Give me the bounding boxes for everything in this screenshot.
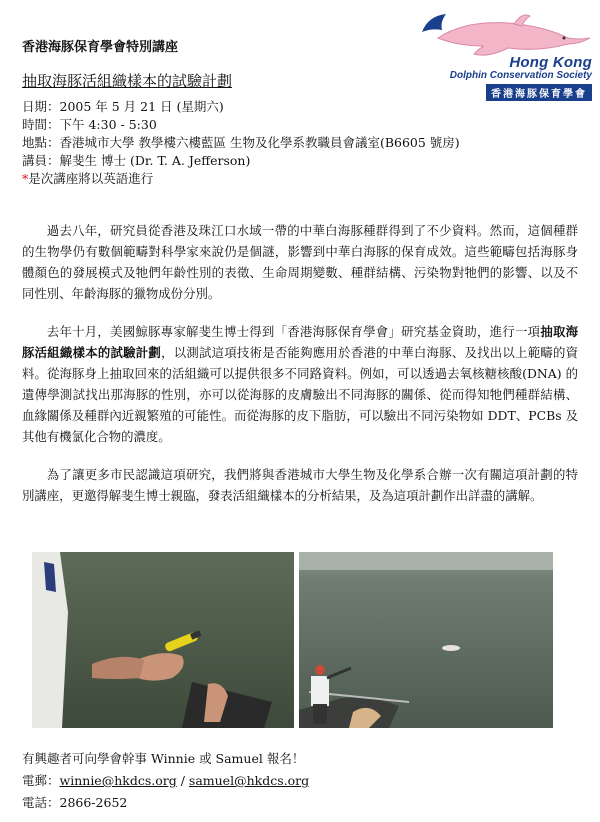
signup-note: 有興趣者可向學會幹事 Winnie 或 Samuel 報名！	[22, 751, 305, 766]
paragraph-background: 過去八年，研究員從香港及珠江口水域一帶的中華白海豚種群得到了不少資料。然而，這個種群的生物學仍有數個範疇對科學家來說仍是個謎，影響到中華白海豚的保育成效。這些範疇包括海豚身體顏色的發展模式及牠們年齡性別的表徵、生命周期變數、種群結構、污染物對牠們的影響、以及不同性別、年齡海豚的獵物成份分別。	[22, 223, 578, 301]
event-speaker: 講員：解斐生 博士 (Dr. T. A. Jefferson)	[22, 153, 251, 168]
photo-boat-dolphin	[299, 552, 553, 728]
paragraph-invitation: 為了讓更多市民認識這項研究，我們將與香港城市大學生物及化學系合辦一次有關這項計劃的特別講座，更邀得解斐生博士親臨，發表活組織樣本的分析結果，及為這項計劃作出詳盡的講解。	[22, 467, 578, 503]
org-title: 香港海豚保育學會特別講座	[22, 40, 179, 55]
talk-title: 抽取海豚活組織樣本的試驗計劃	[22, 72, 233, 90]
email-link-winnie[interactable]: winnie@hkdcs.org	[59, 773, 177, 788]
photo-biopsy-dart	[32, 552, 294, 728]
email-line	[22, 770, 309, 792]
note-text: 是次講座將以英語進行	[28, 171, 154, 186]
email-link-samuel[interactable]: samuel@hkdcs.org	[188, 773, 310, 788]
event-info	[22, 98, 460, 188]
logo-name-society: Dolphin Conservation Society	[449, 70, 592, 81]
contact-info	[22, 748, 309, 814]
paragraph-project-body: ，以測試這項技術是否能夠應用於香港的中華白海豚、及找出以上範疇的資料。從海豚身上抽取回來的活組織可以提供很多不同路資料。例如，可以透過去氧核糖核酸(DNA) 的遺傳學測試找出那海豚的性別，亦可以從海豚的皮膚驗出不同海豚的關係、從而得知牠們種群結構、血緣關係及種群內近親繁殖的可能性。而從海豚的皮下脂肪，可以驗出不同污染物如 DDT、PCBs 及其他有機氯化合物的濃度。	[22, 345, 579, 444]
email-label: 電郵：	[22, 773, 60, 788]
hkdcs-logo	[418, 8, 598, 100]
note-star: *	[22, 171, 29, 186]
event-venue: 地點：香港城市大學 教學樓六樓藍區 生物及化學系教職員會議室(B6605 號房)	[22, 135, 460, 150]
paragraph-project-intro: 去年十月，美國鯨豚專家解斐生博士得到「香港海豚保育學會」研究基金資助，進行一項	[46, 324, 541, 339]
paragraph-project-highlight: 抽取海豚活組織樣本的試驗計劃	[22, 324, 579, 360]
logo-name-chinese: 香港海豚保育學會	[486, 84, 592, 101]
email-separator: /	[176, 773, 189, 788]
logo-name-hong-kong: Hong Kong	[509, 54, 592, 71]
event-time: 時間：下午 4:30 - 5:30	[22, 117, 157, 132]
phone-line: 電話：2866-2652	[22, 795, 128, 810]
event-date: 日期：2005 年 5 月 21 日 (星期六)	[22, 99, 224, 114]
language-note	[22, 170, 460, 188]
paragraph-project	[22, 321, 578, 447]
